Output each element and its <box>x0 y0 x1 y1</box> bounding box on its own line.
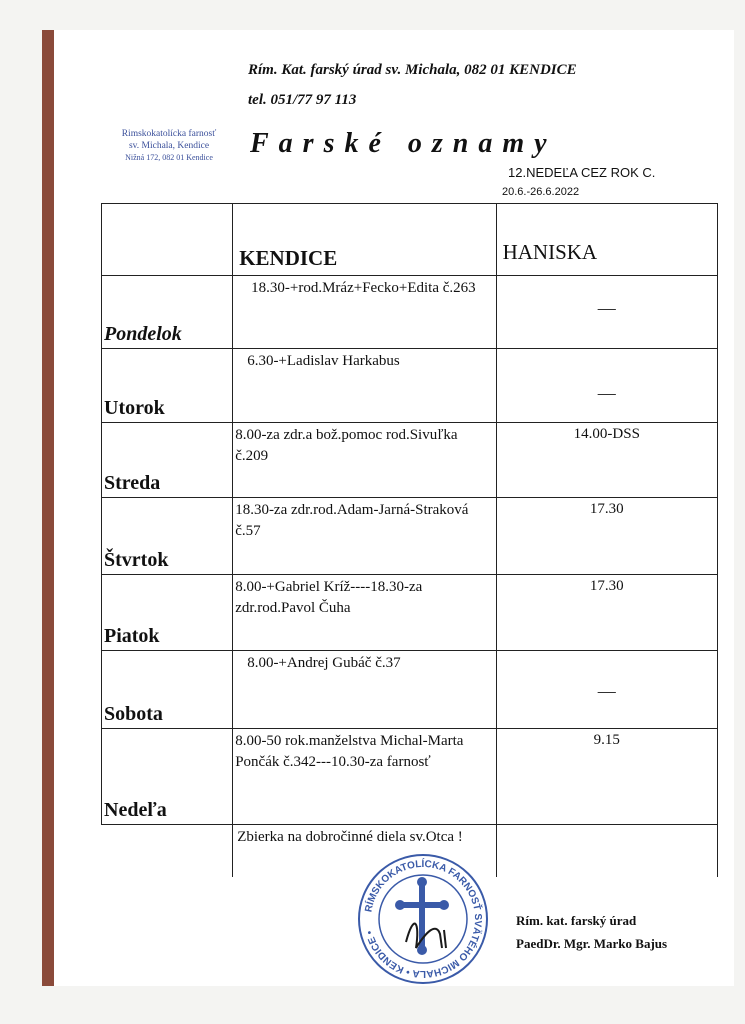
header-haniska <box>496 204 717 276</box>
header-kendice <box>233 204 496 276</box>
signature-name: PaedDr. Mgr. Marko Bajus <box>516 936 668 951</box>
haniska-value: — <box>597 298 616 318</box>
day-cell <box>102 423 233 498</box>
page-title: Farské oznamy <box>250 128 557 159</box>
kendice-intention: 8.00-+Andrej Gubáč č.37 <box>247 655 401 671</box>
day-cell <box>102 276 233 349</box>
day-label: Pondelok <box>104 323 182 345</box>
office-phone: tel. 051/77 97 113 <box>248 92 357 108</box>
table-row <box>102 651 718 729</box>
table-row <box>102 575 718 651</box>
header-haniska-label: HANISKA <box>502 240 598 264</box>
kendice-cell <box>233 651 496 729</box>
haniska-cell <box>496 423 717 498</box>
table-row <box>102 729 718 825</box>
day-label: Piatok <box>104 625 160 647</box>
haniska-value: — <box>597 681 616 701</box>
parish-name: Rimskokatolícka farnosť <box>121 129 217 139</box>
kendice-cell <box>233 423 496 498</box>
mass-schedule-table <box>101 203 718 877</box>
kendice-intention: 18.30-za zdr.rod.Adam-Jarná-Straková č.57 <box>235 502 469 539</box>
collection-note: Zbierka na dobročinné diela sv.Otca ! <box>237 829 463 845</box>
collection-empty-cell <box>102 825 233 877</box>
kendice-intention: 6.30-+Ladislav Harkabus <box>247 353 400 369</box>
signature-office: Rím. kat. farský úrad <box>516 913 637 928</box>
stamp-text: RÍMSKOKATOLÍCKA FARNOSŤ SVÄTÉHO MICHALA • KENDICE • <box>363 858 484 980</box>
kendice-cell <box>233 498 496 575</box>
day-label: Nedeľa <box>104 799 167 821</box>
day-cell <box>102 575 233 651</box>
day-label: Utorok <box>104 397 165 419</box>
day-label: Štvrtok <box>104 549 169 571</box>
haniska-cell <box>496 651 717 729</box>
date-range: 20.6.-26.6.2022 <box>502 186 580 198</box>
day-cell <box>102 729 233 825</box>
table-row <box>102 276 718 349</box>
parish-block <box>100 128 238 164</box>
day-label: Streda <box>104 472 161 494</box>
haniska-cell <box>496 498 717 575</box>
header-kendice-label: KENDICE <box>239 246 338 270</box>
kendice-cell <box>233 729 496 825</box>
office-address: Rím. Kat. farský úrad sv. Michala, 082 01 KENDICE <box>248 62 577 78</box>
table-row <box>102 349 718 423</box>
haniska-cell <box>496 276 717 349</box>
haniska-value: 17.30 <box>589 501 624 517</box>
header-corner-cell <box>102 204 233 276</box>
parish-address: Nižná 172, 082 01 Kendice <box>125 153 213 162</box>
haniska-cell <box>496 349 717 423</box>
kendice-intention: 8.00-+Gabriel Kríž----18.30-za zdr.rod.Pavol Čuha <box>235 579 423 616</box>
table-row <box>102 423 718 498</box>
parish-stamp <box>356 852 490 986</box>
signature-scribble <box>406 924 446 948</box>
liturgical-sunday: 12.NEDEĽA CEZ ROK C. <box>508 165 656 180</box>
haniska-cell <box>496 729 717 825</box>
table-row <box>102 498 718 575</box>
kendice-intention: 8.00-za zdr.a bož.pomoc rod.Sivuľka č.209 <box>235 427 458 464</box>
haniska-value: — <box>597 383 616 403</box>
haniska-value: 14.00-DSS <box>573 426 640 442</box>
day-label: Sobota <box>104 703 163 725</box>
day-cell <box>102 651 233 729</box>
collection-haniska-cell <box>496 825 717 877</box>
parish-saint: sv. Michala, Kendice <box>128 141 210 151</box>
haniska-cell <box>496 575 717 651</box>
haniska-value: 9.15 <box>593 732 620 748</box>
day-cell <box>102 498 233 575</box>
kendice-cell <box>233 575 496 651</box>
kendice-intention: 18.30-+rod.Mráz+Fecko+Edita č.263 <box>251 280 476 296</box>
kendice-cell <box>233 276 496 349</box>
kendice-cell <box>233 349 496 423</box>
haniska-value: 17.30 <box>589 578 624 594</box>
table-header-row <box>102 204 718 276</box>
kendice-intention: 8.00-50 rok.manželstva Michal-Marta Pončák č.342---10.30-za farnosť <box>235 733 464 770</box>
day-cell <box>102 349 233 423</box>
